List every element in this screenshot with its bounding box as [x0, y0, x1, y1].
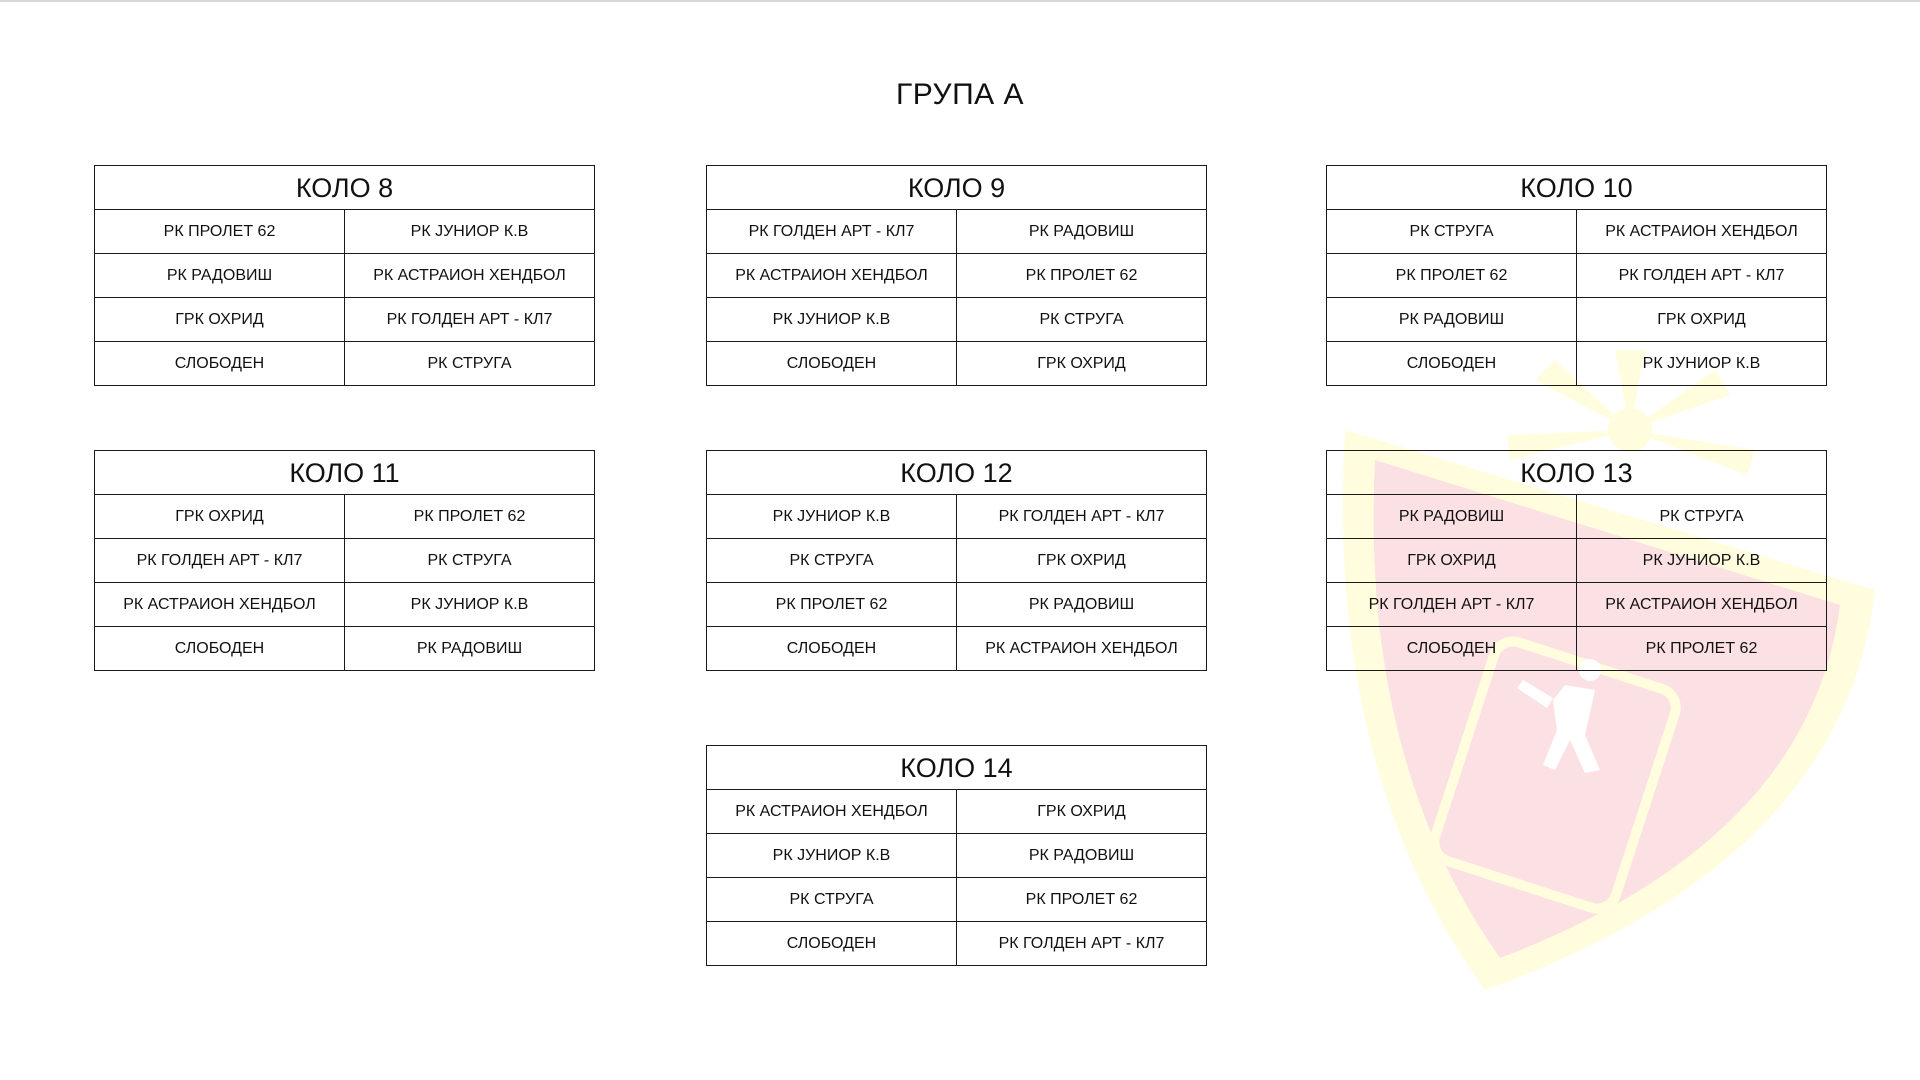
away-team-cell: РК ЈУНИОР К.В: [410, 222, 529, 240]
home-team-cell: РК СТРУГА: [707, 539, 957, 582]
away-team-cell: РК ГОЛДЕН АРТ - КЛ7: [998, 507, 1165, 525]
round-title: КОЛО 10: [1327, 166, 1826, 210]
match-row: [95, 627, 594, 670]
match-row: [707, 922, 1206, 965]
home-team-cell: ГРК ОХРИД: [1327, 539, 1577, 582]
away-team-cell: РК СТРУГА: [1659, 507, 1744, 525]
match-row: [1327, 342, 1826, 385]
match-row: [707, 210, 1206, 254]
away-team-cell: РК ГОЛДЕН АРТ - КЛ7: [998, 934, 1165, 952]
home-team-cell: РК ЈУНИОР К.В: [707, 298, 957, 341]
round-table-10: [1326, 165, 1827, 386]
match-row: [95, 583, 594, 627]
match-row: [95, 254, 594, 298]
away-team-cell: ГРК ОХРИД: [1037, 551, 1126, 569]
match-row: [707, 495, 1206, 539]
away-team-cell: ГРК ОХРИД: [1037, 802, 1126, 820]
away-team-cell: РК АСТРАИОН ХЕНДБОЛ: [1605, 595, 1798, 613]
round-table-14: [706, 745, 1207, 966]
round-title: КОЛО 12: [707, 451, 1206, 495]
round-title: КОЛО 9: [707, 166, 1206, 210]
away-team-cell: РК ПРОЛЕТ 62: [1025, 266, 1138, 284]
round-table-8: [94, 165, 595, 386]
round-title: КОЛО 14: [707, 746, 1206, 790]
away-team-cell: РК РАДОВИШ: [1028, 595, 1135, 613]
away-team-cell: РК АСТРАИОН ХЕНДБОЛ: [985, 639, 1178, 657]
match-row: [707, 539, 1206, 583]
home-team-cell: РК СТРУГА: [1327, 210, 1577, 253]
away-team-cell: ГРК ОХРИД: [1037, 354, 1126, 372]
match-row: [707, 834, 1206, 878]
home-team-cell: РК СТРУГА: [707, 878, 957, 921]
home-team-cell: РК АСТРАИОН ХЕНДБОЛ: [95, 583, 345, 626]
home-team-cell: СЛОБОДЕН: [707, 922, 957, 965]
home-team-cell: РК ГОЛДЕН АРТ - КЛ7: [707, 210, 957, 253]
home-team-cell: РК ЈУНИОР К.В: [707, 495, 957, 538]
round-title: КОЛО 13: [1327, 451, 1826, 495]
home-team-cell: РК ПРОЛЕТ 62: [707, 583, 957, 626]
match-row: [95, 342, 594, 385]
away-team-cell: РК ПРОЛЕТ 62: [413, 507, 526, 525]
home-team-cell: СЛОБОДЕН: [707, 342, 957, 385]
away-team-cell: РК ГОЛДЕН АРТ - КЛ7: [1618, 266, 1785, 284]
match-row: [1327, 298, 1826, 342]
match-row: [1327, 627, 1826, 670]
match-row: [1327, 583, 1826, 627]
match-row: [95, 495, 594, 539]
match-row: [707, 342, 1206, 385]
home-team-cell: РК АСТРАИОН ХЕНДБОЛ: [707, 254, 957, 297]
away-team-cell: РК ЈУНИОР К.В: [410, 595, 529, 613]
match-row: [707, 790, 1206, 834]
away-team-cell: ГРК ОХРИД: [1657, 310, 1746, 328]
home-team-cell: РК ПРОЛЕТ 62: [95, 210, 345, 253]
match-row: [707, 583, 1206, 627]
away-team-cell: РК РАДОВИШ: [1028, 222, 1135, 240]
round-table-12: [706, 450, 1207, 671]
round-table-11: [94, 450, 595, 671]
match-row: [1327, 495, 1826, 539]
match-row: [1327, 254, 1826, 298]
match-row: [707, 878, 1206, 922]
match-row: [95, 298, 594, 342]
round-title: КОЛО 11: [95, 451, 594, 495]
away-team-cell: РК РАДОВИШ: [416, 639, 523, 657]
match-row: [95, 210, 594, 254]
home-team-cell: РК РАДОВИШ: [1327, 298, 1577, 341]
match-row: [1327, 210, 1826, 254]
home-team-cell: РК ПРОЛЕТ 62: [1327, 254, 1577, 297]
home-team-cell: РК ГОЛДЕН АРТ - КЛ7: [1327, 583, 1577, 626]
round-table-13: [1326, 450, 1827, 671]
away-team-cell: РК СТРУГА: [1039, 310, 1124, 328]
round-title: КОЛО 8: [95, 166, 594, 210]
away-team-cell: РК ПРОЛЕТ 62: [1025, 890, 1138, 908]
home-team-cell: СЛОБОДЕН: [95, 627, 345, 670]
home-team-cell: РК РАДОВИШ: [95, 254, 345, 297]
away-team-cell: РК СТРУГА: [427, 354, 512, 372]
away-team-cell: РК ЈУНИОР К.В: [1642, 354, 1761, 372]
home-team-cell: СЛОБОДЕН: [1327, 342, 1577, 385]
match-row: [707, 627, 1206, 670]
home-team-cell: ГРК ОХРИД: [95, 495, 345, 538]
away-team-cell: РК ЈУНИОР К.В: [1642, 551, 1761, 569]
group-title: ГРУПА А: [895, 78, 1025, 111]
home-team-cell: РК ЈУНИОР К.В: [707, 834, 957, 877]
match-row: [707, 298, 1206, 342]
away-team-cell: РК ГОЛДЕН АРТ - КЛ7: [386, 310, 553, 328]
match-row: [707, 254, 1206, 298]
away-team-cell: РК АСТРАИОН ХЕНДБОЛ: [373, 266, 566, 284]
top-divider: [0, 0, 1920, 2]
home-team-cell: СЛОБОДЕН: [95, 342, 345, 385]
home-team-cell: СЛОБОДЕН: [707, 627, 957, 670]
away-team-cell: РК РАДОВИШ: [1028, 846, 1135, 864]
round-table-9: [706, 165, 1207, 386]
away-team-cell: РК АСТРАИОН ХЕНДБОЛ: [1605, 222, 1798, 240]
match-row: [95, 539, 594, 583]
home-team-cell: РК РАДОВИШ: [1327, 495, 1577, 538]
match-row: [1327, 539, 1826, 583]
away-team-cell: РК ПРОЛЕТ 62: [1645, 639, 1758, 657]
home-team-cell: РК АСТРАИОН ХЕНДБОЛ: [707, 790, 957, 833]
home-team-cell: ГРК ОХРИД: [95, 298, 345, 341]
home-team-cell: СЛОБОДЕН: [1327, 627, 1577, 670]
home-team-cell: РК ГОЛДЕН АРТ - КЛ7: [95, 539, 345, 582]
away-team-cell: РК СТРУГА: [427, 551, 512, 569]
